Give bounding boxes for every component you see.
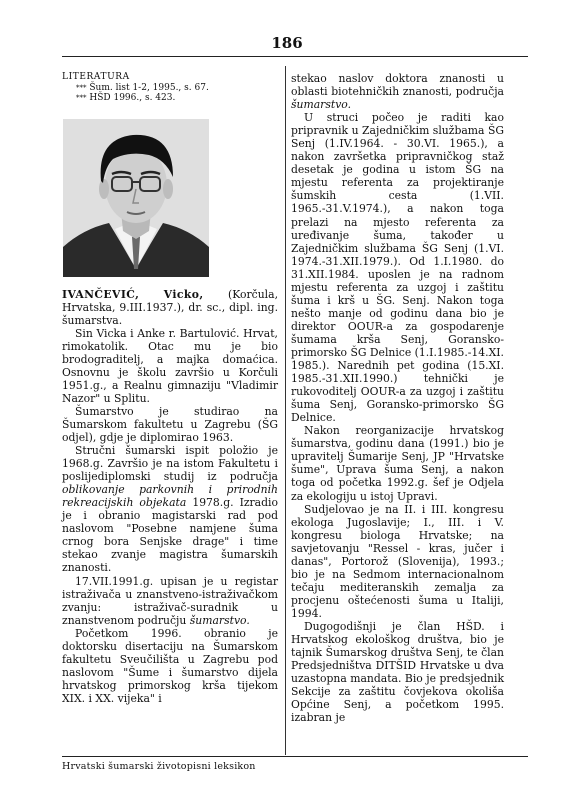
column-divider [285, 66, 286, 755]
literature-title: LITERATURA [62, 72, 130, 82]
paragraph: Šumarstvo je studirao na Šumarskom fakultetu u Zagrebu (ŠG odjel), gdje je diplomirao 1963. [62, 404, 278, 445]
paragraph: Stručni šumarski ispit položio je 1968.g. Završio je na istom Fakultetu i poslijediplomski studij iz područja oblikovanje parkovnih i prirodnih rekreacijskih objekata 1978.g. Izradio je i obranio magistarski rad pod naslovom "Posebne namjene šuma crnog bora Senjske drage" i time stekao zvanje magistra šumarskih znanosti. [62, 444, 278, 575]
literature-ref: *** Šum. list 1-2, 1995., s. 67. [76, 82, 209, 93]
paragraph: stekao naslov doktora znanosti u oblasti biotehničkih znanosti, područja šumarstvo. [291, 72, 504, 112]
biography-left [62, 288, 278, 706]
paragraph: Nakon reorganizacije hrvatskog šumarstva, godinu dana (1991.) bio je upravitelj Šumarije Senj, JP "Hrvatske šume", Uprava šuma Senj, a nakon toga od početka 1992.g. šef je Odjela za ekologiju u istoj Upravi. [291, 424, 504, 503]
literature-block [62, 72, 278, 104]
paragraph: Početkom 1996. obranio je doktorsku disertaciju na Šumarskom fakultetu Sveučilišta u Zagrebu pod naslovom "Šume i šumarstvo dijela hrvatskog primorskog krša tijekom XIX. i XX. vijeka" i [62, 626, 278, 705]
literature-ref: *** HŠD 1996., s. 423. [76, 93, 176, 103]
page-number: 186 [271, 34, 303, 52]
footer-text: Hrvatski šumarski životopisni leksikon [62, 761, 256, 772]
right-column [291, 72, 504, 724]
left-column [62, 72, 278, 705]
paragraph: Sin Vicka i Anke r. Bartulović. Hrvat, rimokatolik. Otac mu je bio brodograditelj, a majka domaćica. Osnovnu je školu završio u Korčuli 1951.g., a Realnu gimnaziju "Vladimir Nazor" u Splitu. [62, 326, 278, 405]
paragraph: 17.VII.1991.g. upisan je u registar istraživača u znanstveno-istraživačkom zvanju: istraživač-suradnik u znanstvenom području šumarstvo. [62, 574, 278, 627]
biography-right [291, 72, 504, 724]
paragraph: U struci počeo je raditi kao pripravnik u Zajedničkim službama ŠG Senj (1.IV.1964. - 30.VI. 1965.), a nakon završetka pripravničkog staž desetak je godina u istom ŠG na mjestu referenta za projektiranje šumskih cesta (1.VII. 1965.-31.V.1974.), a nakon toga prelazi na mjesto referenta za uređivanje šuma, također u Zajedničkim službama ŠG Senj (1.VI. 1974.-31.XII.1979.). Od 1.I.1980. do 31.XII.1984. uposlen je na radnom mjestu referenta za uzgoj i zaštitu šuma i krš u ŠG. Senj. Nakon toga nešto manje od godinu dana bio je direktor OOUR-a za gospodarenje šumama krša Senj, Goransko-primorsko ŠG Delnice (1.I.1985.-14.XI. 1985.). Narednih pet godina (15.XI. 1985.-31.XII.1990.) tehnički je rukovoditelj OOUR-a za uzgoj i zaštitu šuma Senj, Goransko-primorsko ŠG Delnice. [291, 111, 504, 425]
paragraph: Dugogodišnji je član HŠD. i Hrvatskog ekološkog društva, bio je tajnik Šumarskog društva Senj, te član Predsjedništva DITŠID Hrvatske u dva uzastopna mandata. Bio je predsjednik Sekcije za zaštitu čovjekova okoliša Općine Senj, a početkom 1995. izabran je [291, 619, 504, 725]
paragraph: Sudjelovao je na II. i III. kongresu ekologa Jugoslavije; I., III. i V. kongresu biologa Hrvatske; na savjetovanju "Ressel - kras, jučer i danas", Portorož (Slovenija), 1993.; bio je na Sedmom internacionalnom tečaju mediteranskih zemalja za procjenu oštećenosti šuma u Italiji, 1994. [291, 502, 504, 620]
portrait-photo [63, 119, 209, 277]
header-rule [62, 56, 528, 57]
entry-heading: IVANČEVIĆ, Vicko, (Korčula, Hrvatska, 9.III.1937.), dr. sc., dipl. ing. šumarstva. [62, 287, 278, 327]
footer-rule [62, 756, 528, 757]
